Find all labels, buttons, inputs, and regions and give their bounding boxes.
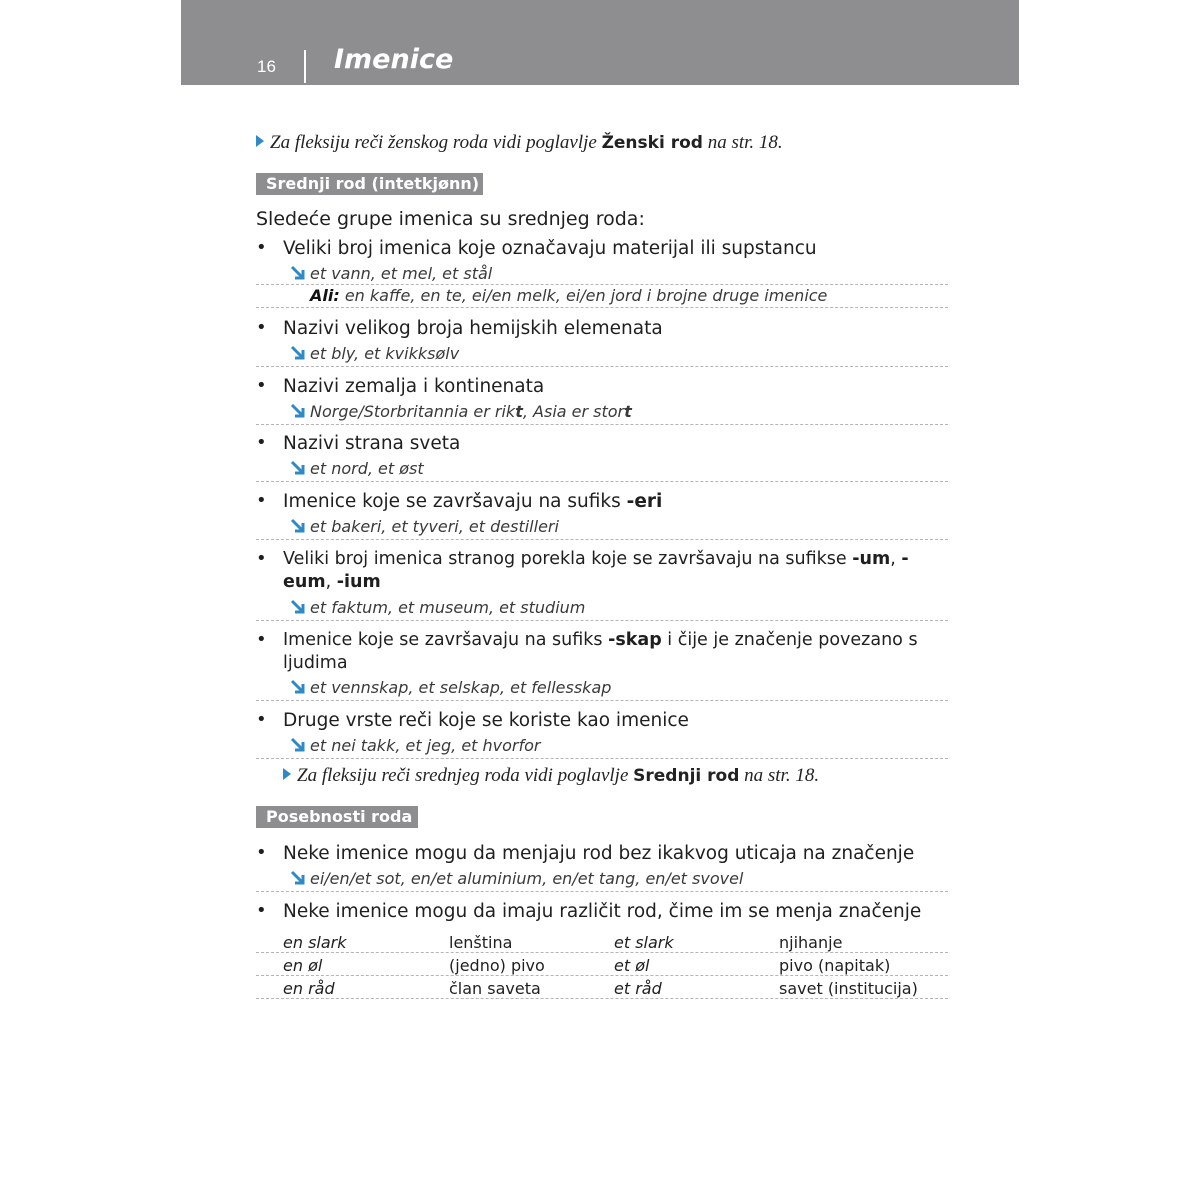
- example-row: et bly, et kvikksølv: [256, 342, 948, 367]
- arrow-down-right-icon: [290, 403, 307, 420]
- table-row: en øl (jedno) pivo et øl pivo (napitak): [256, 953, 948, 976]
- example-row: et nei takk, et jeg, et hvorfor: [256, 734, 948, 759]
- arrow-down-right-icon: [290, 870, 307, 887]
- arrow-down-right-icon: [290, 737, 307, 754]
- arrow-down-right-icon: [290, 518, 307, 535]
- example-row: Norge/Storbritannia er rikt, Asia er stort: [256, 400, 948, 425]
- arrow-down-right-icon: [290, 460, 307, 477]
- triangle-pointer-icon: [256, 135, 264, 147]
- example-row: et faktum, et museum, et studium: [256, 596, 948, 621]
- arrow-down-right-icon: [290, 679, 307, 696]
- page-number: 16: [257, 57, 276, 76]
- top-cross-reference: Za fleksiju reči ženskog roda vidi poglavlje Ženski rod na str. 18.: [256, 132, 783, 154]
- chapter-title: Imenice: [334, 44, 454, 75]
- bullet-icon: •: [256, 490, 267, 511]
- bullet-icon: •: [256, 317, 267, 338]
- triangle-pointer-icon: [283, 768, 291, 780]
- bullet-icon: •: [256, 237, 267, 258]
- section-header-srednji-rod: Srednji rod (intetkjønn): [256, 173, 483, 195]
- section-intro: Sledeće grupe imenica su srednjeg roda:: [256, 208, 645, 230]
- example-row: et bakeri, et tyveri, et destilleri: [256, 515, 948, 540]
- arrow-down-right-icon: [290, 345, 307, 362]
- bullet-icon: •: [256, 548, 267, 569]
- bullet-icon: •: [256, 900, 267, 921]
- section-cross-reference: Za fleksiju reči srednjeg roda vidi poglavlje Srednji rod na str. 18.: [283, 765, 819, 787]
- header-divider: [304, 50, 306, 83]
- arrow-down-right-icon: [290, 265, 307, 282]
- example-row: et vann, et mel, et stål: [256, 262, 948, 285]
- page-header-bar: [181, 0, 1019, 85]
- example-row: et vennskap, et selskap, et fellesskap: [256, 676, 948, 701]
- example-row: et nord, et øst: [256, 457, 948, 482]
- example-row: ei/en/et sot, en/et aluminium, en/et tang, en/et svovel: [256, 867, 948, 892]
- section-header-posebnosti-roda: Posebnosti roda: [256, 806, 418, 828]
- arrow-down-right-icon: [290, 599, 307, 616]
- table-row: en råd član saveta et råd savet (institucija): [256, 976, 948, 999]
- bullet-icon: •: [256, 432, 267, 453]
- table-row: en slark lenština et slark njihanje: [256, 930, 948, 953]
- example-row-exception: Ali: en kaffe, en te, ei/en melk, ei/en jord i brojne druge imenice: [256, 284, 948, 308]
- bullet-icon: •: [256, 709, 267, 730]
- bullet-icon: •: [256, 842, 267, 863]
- bullet-icon: •: [256, 375, 267, 396]
- bullet-icon: •: [256, 629, 267, 650]
